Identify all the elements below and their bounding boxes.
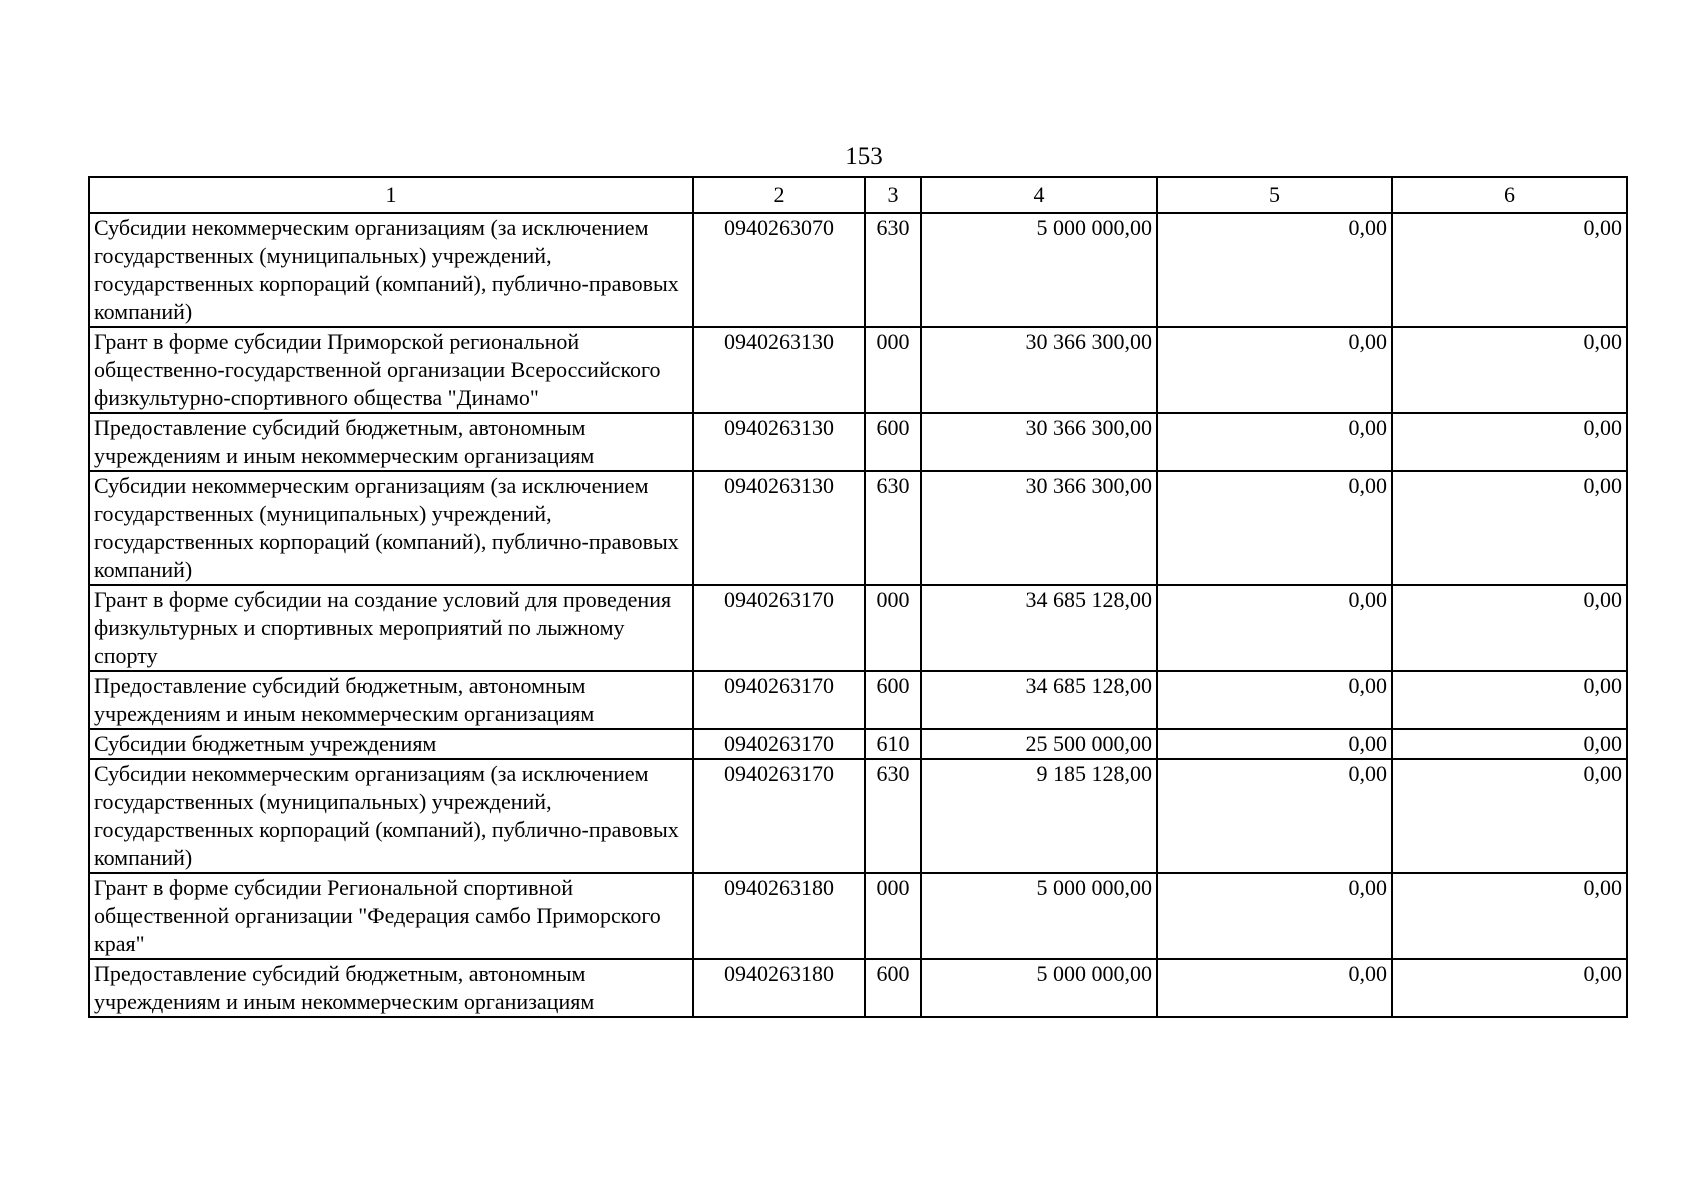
- row-value-col5: 0,00: [1157, 873, 1392, 959]
- row-value-col4: 30 366 300,00: [921, 327, 1157, 413]
- row-code: 0940263170: [693, 585, 865, 671]
- row-value-col5: 0,00: [1157, 759, 1392, 873]
- row-value-col4: 9 185 128,00: [921, 759, 1157, 873]
- row-value-col4: 5 000 000,00: [921, 959, 1157, 1017]
- row-value-col6: 0,00: [1392, 471, 1627, 585]
- header-row: [89, 177, 1627, 213]
- row-value-col5: 0,00: [1157, 213, 1392, 327]
- row-code: 0940263130: [693, 413, 865, 471]
- row-value-col5: 0,00: [1157, 959, 1392, 1017]
- row-expense-type: 000: [865, 873, 921, 959]
- row-value-col4: 5 000 000,00: [921, 873, 1157, 959]
- table-row: [89, 327, 1627, 413]
- budget-table: [88, 176, 1628, 1018]
- table-row: [89, 729, 1627, 759]
- row-expense-type: 000: [865, 327, 921, 413]
- row-name: Предоставление субсидий бюджетным, автономным учреждениям и иным некоммерческим организациям: [89, 671, 693, 729]
- row-code: 0940263170: [693, 729, 865, 759]
- column-header-5: 5: [1157, 177, 1392, 213]
- column-header-2: 2: [693, 177, 865, 213]
- row-code: 0940263130: [693, 471, 865, 585]
- row-expense-type: 610: [865, 729, 921, 759]
- row-value-col5: 0,00: [1157, 729, 1392, 759]
- row-value-col4: 34 685 128,00: [921, 671, 1157, 729]
- column-header-3: 3: [865, 177, 921, 213]
- row-code: 0940263180: [693, 959, 865, 1017]
- row-value-col4: 30 366 300,00: [921, 471, 1157, 585]
- column-header-1: 1: [89, 177, 693, 213]
- row-code: 0940263170: [693, 671, 865, 729]
- row-code: 0940263130: [693, 327, 865, 413]
- row-value-col4: 30 366 300,00: [921, 413, 1157, 471]
- row-name: Грант в форме субсидии Региональной спортивной общественной организации "Федерация самбо Приморского края": [89, 873, 693, 959]
- row-value-col6: 0,00: [1392, 671, 1627, 729]
- row-value-col6: 0,00: [1392, 759, 1627, 873]
- row-value-col5: 0,00: [1157, 413, 1392, 471]
- row-expense-type: 600: [865, 413, 921, 471]
- table-row: [89, 471, 1627, 585]
- row-value-col5: 0,00: [1157, 327, 1392, 413]
- column-header-4: 4: [921, 177, 1157, 213]
- row-value-col6: 0,00: [1392, 213, 1627, 327]
- table-row: [89, 671, 1627, 729]
- row-expense-type: 630: [865, 759, 921, 873]
- table-row: [89, 413, 1627, 471]
- table-row: [89, 959, 1627, 1017]
- row-name: Субсидии некоммерческим организациям (за исключением государственных (муниципальных) учреждений, государственных корпораций (компаний), публично-правовых компаний): [89, 471, 693, 585]
- row-expense-type: 630: [865, 471, 921, 585]
- row-name: Грант в форме субсидии на создание условий для проведения физкультурных и спортивных мероприятий по лыжному спорту: [89, 585, 693, 671]
- row-name: Предоставление субсидий бюджетным, автономным учреждениям и иным некоммерческим организациям: [89, 413, 693, 471]
- row-code: 0940263170: [693, 759, 865, 873]
- row-value-col6: 0,00: [1392, 585, 1627, 671]
- table-row: [89, 759, 1627, 873]
- row-value-col5: 0,00: [1157, 585, 1392, 671]
- row-name: Субсидии некоммерческим организациям (за исключением государственных (муниципальных) учреждений, государственных корпораций (компаний), публично-правовых компаний): [89, 759, 693, 873]
- row-expense-type: 000: [865, 585, 921, 671]
- row-code: 0940263180: [693, 873, 865, 959]
- page-number: 153: [845, 143, 883, 170]
- row-name: Субсидии бюджетным учреждениям: [89, 729, 693, 759]
- row-value-col4: 25 500 000,00: [921, 729, 1157, 759]
- row-code: 0940263070: [693, 213, 865, 327]
- row-value-col5: 0,00: [1157, 671, 1392, 729]
- row-value-col6: 0,00: [1392, 729, 1627, 759]
- row-value-col6: 0,00: [1392, 413, 1627, 471]
- row-name: Грант в форме субсидии Приморской региональной общественно-государственной организации Всероссийского физкультурно-спортивного общества "Динамо": [89, 327, 693, 413]
- row-value-col4: 34 685 128,00: [921, 585, 1157, 671]
- row-value-col6: 0,00: [1392, 327, 1627, 413]
- row-expense-type: 630: [865, 213, 921, 327]
- row-value-col5: 0,00: [1157, 471, 1392, 585]
- row-value-col6: 0,00: [1392, 959, 1627, 1017]
- row-value-col6: 0,00: [1392, 873, 1627, 959]
- row-name: Субсидии некоммерческим организациям (за исключением государственных (муниципальных) учреждений, государственных корпораций (компаний), публично-правовых компаний): [89, 213, 693, 327]
- row-expense-type: 600: [865, 959, 921, 1017]
- row-value-col4: 5 000 000,00: [921, 213, 1157, 327]
- table-row: [89, 873, 1627, 959]
- table-row: [89, 585, 1627, 671]
- table-row: [89, 213, 1627, 327]
- row-name: Предоставление субсидий бюджетным, автономным учреждениям и иным некоммерческим организациям: [89, 959, 693, 1017]
- column-header-6: 6: [1392, 177, 1627, 213]
- row-expense-type: 600: [865, 671, 921, 729]
